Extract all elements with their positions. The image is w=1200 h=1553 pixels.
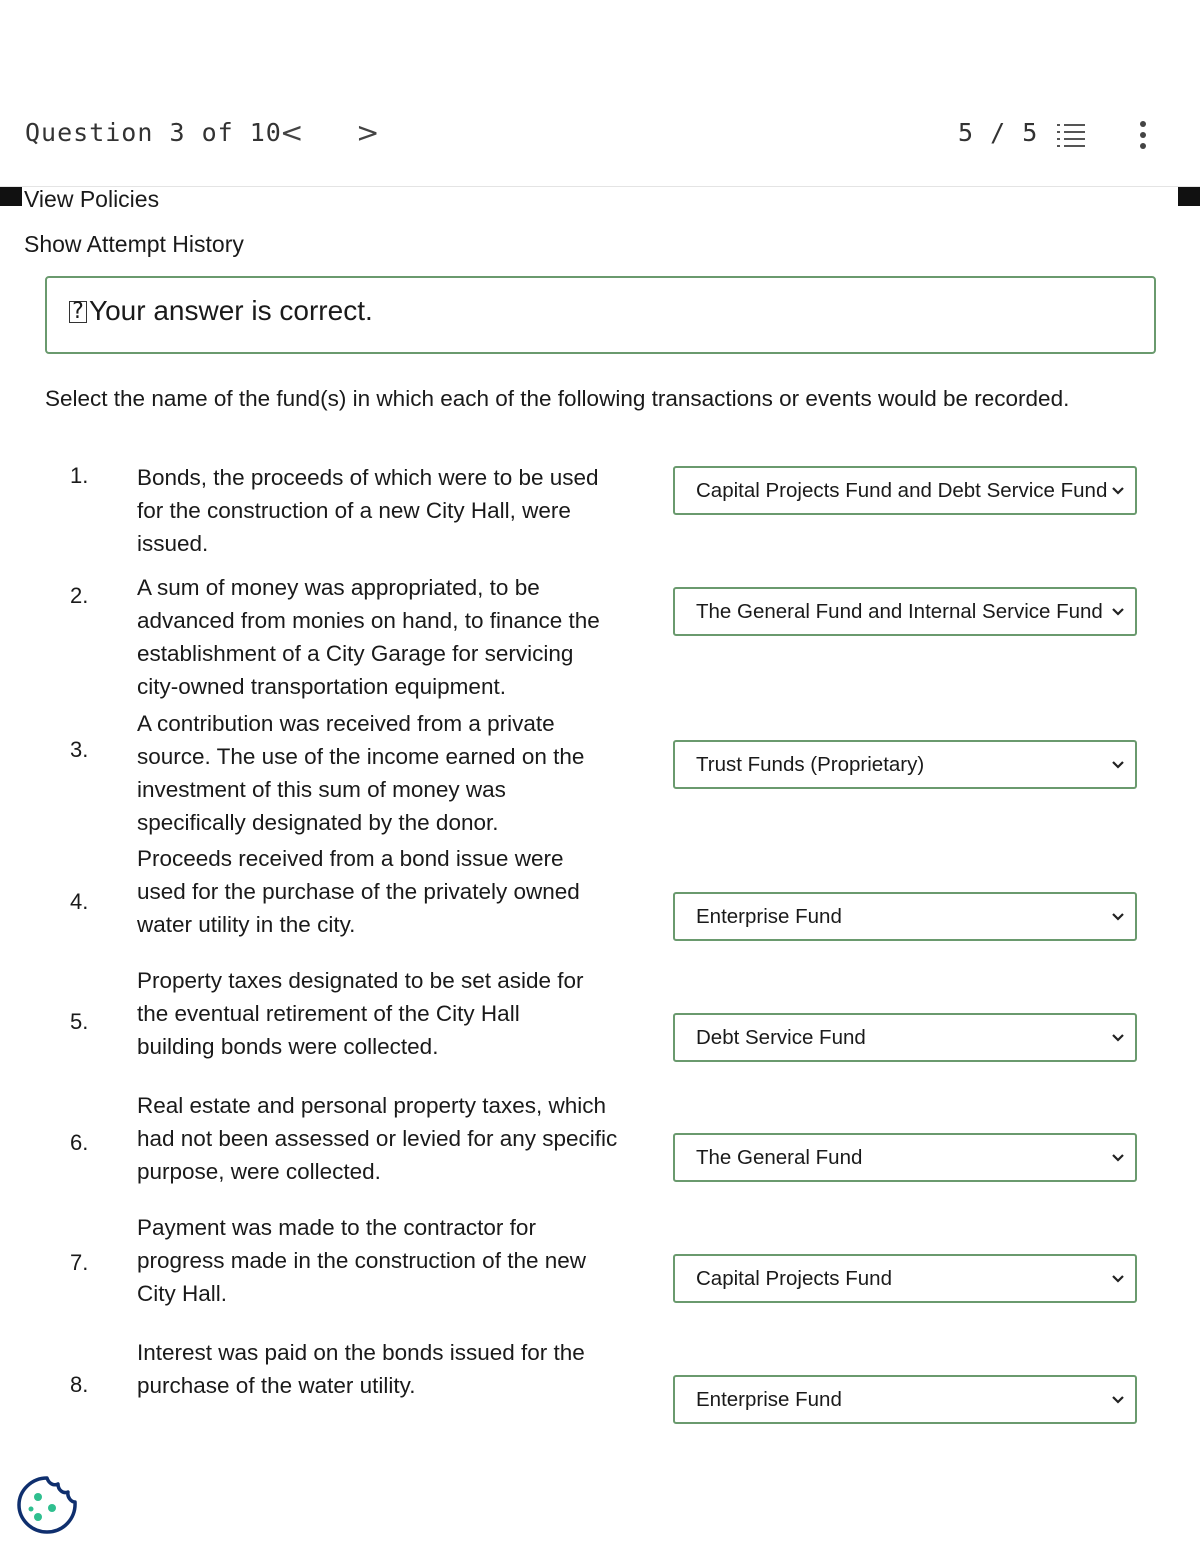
- item-number: 2.: [70, 583, 89, 608]
- chevron-down-icon: [1111, 1394, 1125, 1406]
- fund-select-value: The General Fund: [696, 1146, 863, 1169]
- right-edge-marker: [1178, 187, 1200, 206]
- fund-select[interactable]: [673, 1254, 1137, 1303]
- item-text-line: progress made in the construction of the new: [137, 1248, 587, 1273]
- chevron-down-icon: [1111, 1152, 1125, 1164]
- fund-select-value: The General Fund and Internal Service Fund: [696, 600, 1103, 623]
- chevron-down-icon: [1111, 759, 1125, 771]
- item-text-line: water utility in the city.: [137, 912, 356, 937]
- fund-select-value: Debt Service Fund: [696, 1026, 866, 1049]
- list-icon[interactable]: [1055, 121, 1087, 149]
- item-text-line: the eventual retirement of the City Hall: [137, 1001, 520, 1026]
- item-text-line: for the construction of a new City Hall, were: [137, 498, 571, 523]
- fund-select-value: Capital Projects Fund and Debt Service Fund: [696, 479, 1108, 502]
- fund-select[interactable]: [673, 1133, 1137, 1182]
- question-counter: Question 3 of 10: [25, 118, 282, 147]
- fund-select[interactable]: [673, 1013, 1137, 1062]
- item-text-line: had not been assessed or levied for any specific: [137, 1126, 618, 1151]
- previous-question-button[interactable]: <: [280, 116, 304, 149]
- fund-select-value: Trust Funds (Proprietary): [696, 753, 925, 776]
- item-text-line: Proceeds received from a bond issue were: [137, 846, 564, 871]
- item-text-line: specifically designated by the donor.: [137, 810, 499, 835]
- item-number: 7.: [70, 1250, 89, 1275]
- item-text-line: A sum of money was appropriated, to be: [137, 575, 540, 600]
- item-text-line: city-owned transportation equipment.: [137, 674, 506, 699]
- item-number: 3.: [70, 737, 89, 762]
- item-text-line: Interest was paid on the bonds issued for the: [137, 1340, 585, 1365]
- question-instructions: Select the name of the fund(s) in which each of the following transactions or events would be recorded.: [45, 386, 1070, 411]
- item-text-line: Payment was made to the contractor for: [137, 1215, 536, 1240]
- item-text-line: Real estate and personal property taxes, which: [137, 1093, 607, 1118]
- chevron-down-icon: [1111, 485, 1125, 497]
- item-text-line: used for the purchase of the privately owned: [137, 879, 580, 904]
- item-number: 8.: [70, 1372, 89, 1397]
- chevron-down-icon: [1111, 1273, 1125, 1285]
- item-text-line: purchase of the water utility.: [137, 1373, 416, 1398]
- fund-select[interactable]: [673, 1375, 1137, 1424]
- chevron-down-icon: [1111, 606, 1125, 618]
- fund-select-value: Capital Projects Fund: [696, 1267, 892, 1290]
- view-policies-link[interactable]: View Policies: [24, 186, 160, 212]
- item-number: 4.: [70, 889, 89, 914]
- feedback-banner: [45, 276, 1156, 354]
- item-text: [137, 571, 637, 703]
- question-header: [0, 100, 1200, 187]
- feedback-message-row: [69, 295, 373, 327]
- item-text: [137, 1089, 637, 1188]
- feedback-message: Your answer is correct.: [89, 295, 373, 326]
- feedback-glyph: ?: [69, 301, 87, 323]
- item-text: [137, 1336, 637, 1402]
- fund-select-value: Enterprise Fund: [696, 905, 842, 928]
- item-number: 1.: [70, 463, 89, 488]
- item-text: [137, 707, 637, 839]
- chevron-down-icon: [1111, 1032, 1125, 1044]
- item-text: [137, 461, 637, 560]
- left-edge-marker: [0, 187, 22, 206]
- fund-select-value: Enterprise Fund: [696, 1388, 842, 1411]
- more-vertical-icon[interactable]: [1132, 119, 1154, 151]
- item-text-line: City Hall.: [137, 1281, 228, 1306]
- item-text-line: Property taxes designated to be set aside for: [137, 968, 584, 993]
- item-text-line: purpose, were collected.: [137, 1159, 381, 1184]
- item-text-line: source. The use of the income earned on the: [137, 744, 585, 769]
- fund-select[interactable]: [673, 892, 1137, 941]
- fund-select[interactable]: [673, 740, 1137, 789]
- item-text: [137, 1211, 637, 1310]
- fund-select[interactable]: [673, 466, 1137, 515]
- item-text-line: issued.: [137, 531, 209, 556]
- fund-select[interactable]: [673, 587, 1137, 636]
- item-text-line: establishment of a City Garage for servicing: [137, 641, 574, 666]
- item-text-line: investment of this sum of money was: [137, 777, 506, 802]
- cookie-icon[interactable]: [16, 1474, 78, 1536]
- show-attempt-history-link[interactable]: Show Attempt History: [24, 231, 244, 257]
- item-text-line: advanced from monies on hand, to finance the: [137, 608, 600, 633]
- item-text-line: building bonds were collected.: [137, 1034, 439, 1059]
- item-text-line: Bonds, the proceeds of which were to be used: [137, 465, 599, 490]
- next-question-button[interactable]: >: [356, 116, 380, 149]
- item-text-line: A contribution was received from a private: [137, 711, 555, 736]
- item-text: [137, 842, 637, 941]
- chevron-down-icon: [1111, 911, 1125, 923]
- item-number: 5.: [70, 1009, 89, 1034]
- question-score: 5 / 5: [958, 118, 1039, 147]
- item-number: 6.: [70, 1130, 89, 1155]
- item-text: [137, 964, 637, 1063]
